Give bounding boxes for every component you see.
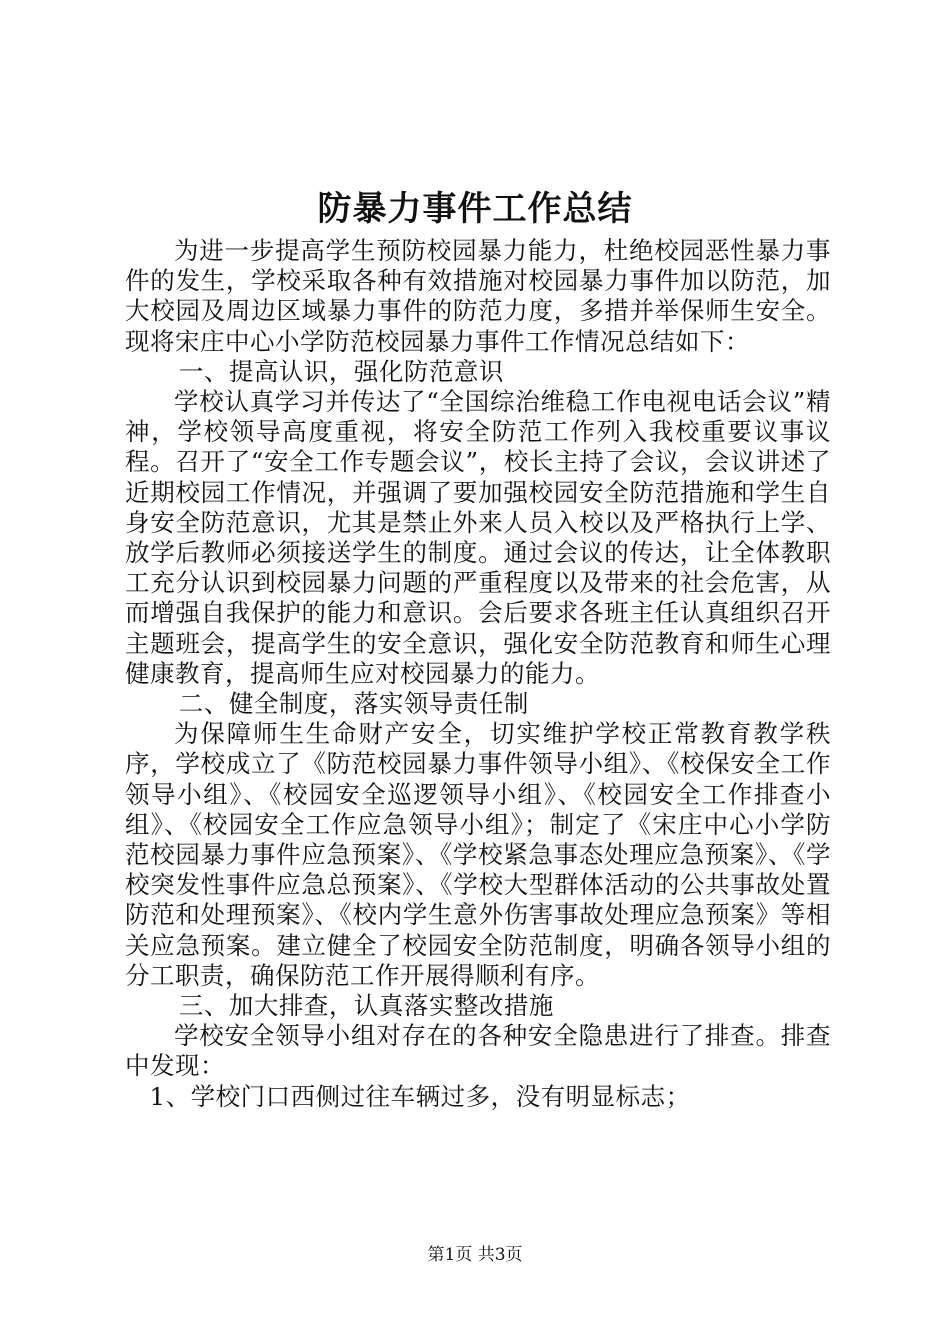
page-footer: 第1页 共3页 — [427, 1245, 523, 1265]
finding-list-item: 1、学校门口西侧过往车辆过多，没有明显标志； — [149, 1081, 691, 1111]
section-2-paragraph: 为保障师生生命财产安全，切实维护学校正常教育教学秩序，学校成立了《防范校园暴力事件领导小组》、《校保安全工作领导小组》、《校园安全巡逻领导小组》、《校园安全工作排查小组》、《校园安全工作应急领导小组》；制定了《宋庄中心小学防范校园暴力事件应急预案》、《学校紧急事态处理应急预案》、《学校突发性事件应急总预案》、《学校大型群体活动的公共事故处置防范和处理预案》、《校内学生意外伤害事故处理应急预案》等相关应急预案。建立健全了校园安全防范制度，明确各领导小组的分工职责，确保防范工作开展得顺利有序。 — [125, 719, 831, 990]
section-heading-1: 一、提高认识，强化防范意识 — [178, 356, 504, 386]
section-heading-2: 二、健全制度，落实领导责任制 — [178, 689, 529, 719]
intro-paragraph: 为进一步提高学生预防校园暴力能力，杜绝校园恶性暴力事件的发生，学校采取各种有效措施对校园暴力事件加以防范，加大校园及周边区域暴力事件的防范力度，多措并举保师生安全。现将宋庄中心小学防范校园暴力事件工作情况总结如下： — [125, 236, 831, 356]
document-title: 防暴力事件工作总结 — [317, 189, 633, 229]
section-heading-3: 三、加大排查，认真落实整改措施 — [178, 991, 554, 1021]
section-1-paragraph: 学校认真学习并传达了“全国综治维稳工作电视电话会议”精神，学校领导高度重视，将安全防范工作列入我校重要议事议程。召开了“安全工作专题会议”，校长主持了会议，会议讲述了近期校园工作情况，并强调了要加强校园安全防范措施和学生自身安全防范意识，尤其是禁止外来人员入校以及严格执行上学、放学后教师必须接送学生的制度。通过会议的传达，让全体教职工充分认识到校园暴力问题的严重程度以及带来的社会危害，从而增强自我保护的能力和意识。会后要求各班主任认真组织召开主题班会，提高学生的安全意识，强化安全防范教育和师生心理健康教育，提高师生应对校园暴力的能力。 — [125, 387, 831, 688]
section-3-paragraph: 学校安全领导小组对存在的各种安全隐患进行了排查。排查中发现： — [125, 1021, 831, 1081]
document-body — [125, 236, 831, 1112]
